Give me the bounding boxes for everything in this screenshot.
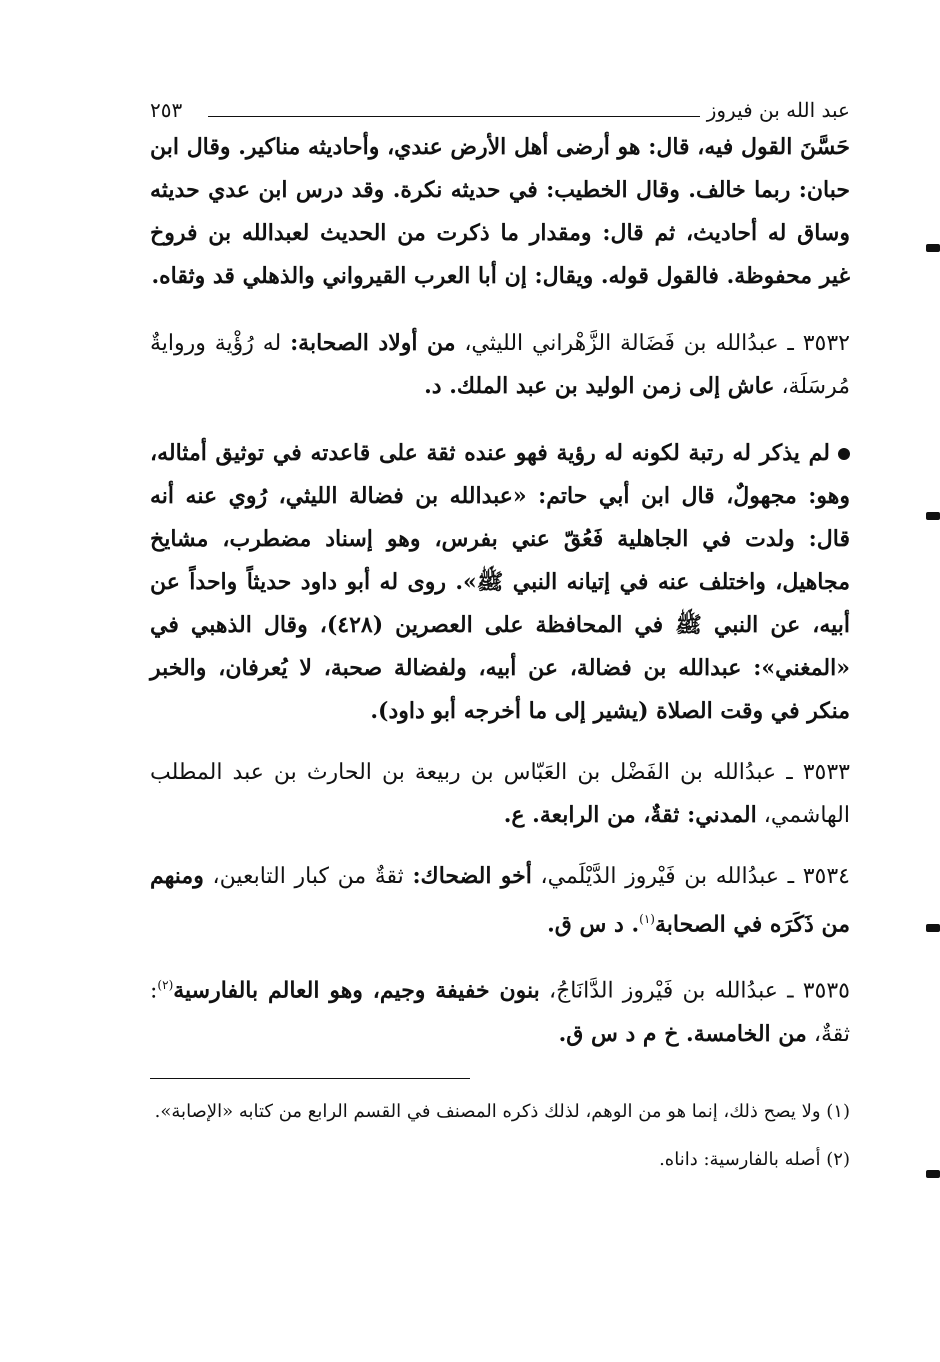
- entry-bold-end: ومنهم من ذَكَرَه في الصحابة: [150, 863, 850, 938]
- entry-number: ٣٥٣٤ ـ: [787, 864, 850, 889]
- running-title: عبد الله بن فيروز: [706, 98, 850, 122]
- footnote-ref[interactable]: (١): [639, 912, 655, 926]
- entry-name: عبدُالله بن فَضَالة الزَّهْراني الليثي،: [464, 331, 779, 356]
- footnote-rule: [150, 1078, 470, 1079]
- entry-name: عبدُالله بن فَيْروز الدَّانَاجُ،: [548, 978, 778, 1004]
- entry-tail: . د س ق.: [547, 911, 640, 938]
- entry-rest: : ثقةٌ،: [150, 978, 850, 1047]
- footnotes: [150, 1093, 850, 1179]
- entry-rest: له رُؤْية وروايةٌ مُرسَلَة،: [150, 331, 850, 399]
- entry-bold: أخو الضحاك:: [412, 863, 532, 889]
- footnote-ref[interactable]: (٢): [157, 978, 174, 993]
- entry-3533: [150, 751, 850, 837]
- entry-bold: المدني: ثقةٌ، من الرابعة. ع.: [503, 802, 757, 828]
- entry-name: عبدُالله بن الفَضْل بن العَبّاس بن ربيعة بن الحارث بن عبد المطلب الهاشمي،: [150, 760, 850, 828]
- entry-bold: من أولاد الصحابة:: [290, 330, 456, 356]
- running-header: [150, 92, 850, 126]
- bullet-icon: [838, 448, 850, 460]
- continuation-paragraph: حَسَّنَ القول فيه، قال: هو أرضى أهل الأرض عندي، وأحاديثه مناكير. وقال ابن حبان: ربما خالف. وقال الخطيب: في حديثه نكرة. وقد درس ابن عدي حديثه وساق له أحاديث، ثم قال: ومقدار ما ذكرت من الحديث لعبدالله بن فروخ غير محفوظة. فالقول قوله. ويقال: إن أبا العرب القيرواني والذهلي قد وثقاه.: [150, 134, 850, 289]
- edge-mark: [926, 1170, 940, 1178]
- footnote-2: (٢) أصله بالفارسية: داناه.: [659, 1148, 850, 1170]
- entry-3532: [150, 322, 850, 408]
- header-rule: [208, 116, 700, 117]
- entry-3534: [150, 855, 850, 946]
- entry-3535: [150, 964, 850, 1055]
- entry-bold: بنون خفيفة وجيم، وهو العالم بالفارسية: [173, 977, 540, 1004]
- entry-name: عبدُالله بن فَيْروز الدَّيْلَمي،: [540, 864, 779, 889]
- edge-mark: [926, 512, 940, 520]
- page-number: ٢٥٣: [150, 98, 183, 122]
- edge-mark: [926, 924, 940, 932]
- comment-paragraph: [150, 432, 850, 733]
- entry-bold-end: من الخامسة. خ م د س ق.: [558, 1020, 807, 1047]
- book-page: [150, 92, 850, 1179]
- entry-number: ٣٥٣٢ ـ: [787, 331, 850, 356]
- comment-text: لم يذكر له رتبة لكونه له رؤية فهو عنده ثقة على قاعدته في توثيق أمثاله، وهو: مجهولٌ، قال ابن أبي حاتم: «عبدالله بن فضالة الليثي، رُوي عنه أنه قال: ولدت في الجاهلية فَعُقّ عني بفرس، وهو إسناد مضطرب، مشايخ مجاهيل، واختلف عنه في إتيانه النبي ﷺ». روى له أبو داود حديثاً واحداً عن أبيه، عن النبي ﷺ في المحافظة على العصرين (٤٢٨)، وقال الذهبي في «المغني»: عبدالله بن فضالة، عن أبيه، ولفضالة صحبة، لا يُعرفان، والخبر منكر في وقت الصلاة (يشير إلى ما أخرجه أبو داود).: [150, 440, 851, 724]
- entry-number: ٣٥٣٥ ـ: [787, 978, 850, 1004]
- entry-rest: ثقةٌ من كبار التابعين،: [212, 864, 404, 889]
- entry-bold-end: عاش إلى زمن الوليد بن عبد الملك. د.: [424, 373, 775, 399]
- footnote-1: (١) ولا يصح ذلك، إنما هو من الوهم، لذلك ذكره المصنف في القسم الرابع من كتابه «الإصابة».: [154, 1100, 850, 1122]
- edge-mark: [926, 244, 940, 252]
- entry-number: ٣٥٣٣ ـ: [786, 760, 850, 785]
